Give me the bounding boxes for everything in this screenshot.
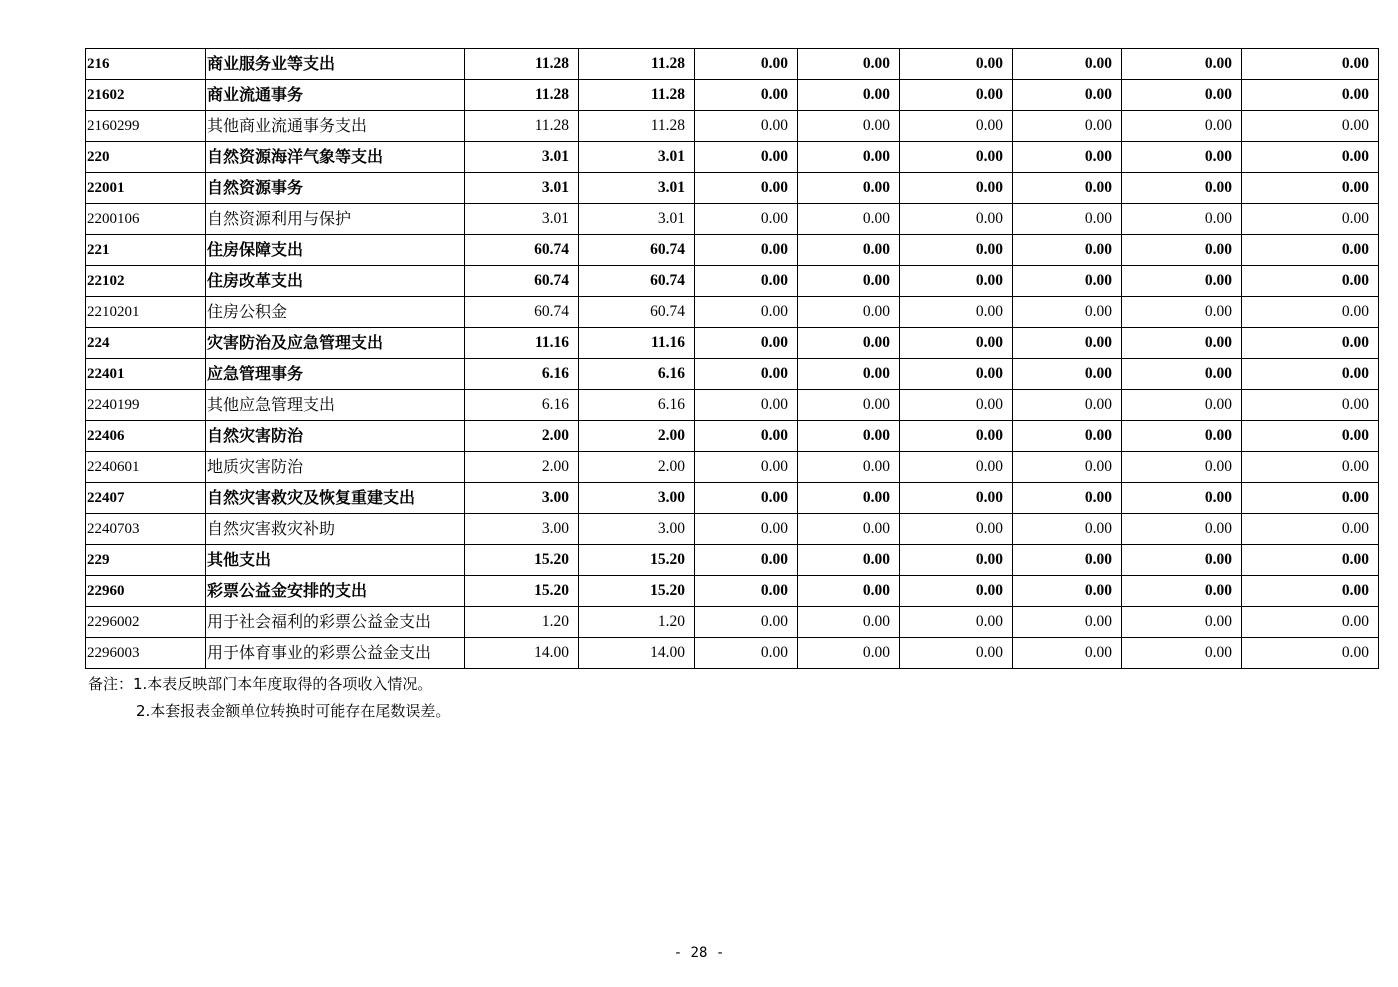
subject-name-cell: 灾害防治及应急管理支出 — [206, 328, 465, 359]
subject-code-cell: 22102 — [86, 266, 206, 297]
table-row — [86, 359, 1379, 390]
amount-cell: 0.00 — [695, 235, 798, 266]
subject-code-cell: 2296003 — [86, 638, 206, 669]
subject-name-cell: 应急管理事务 — [206, 359, 465, 390]
amount-cell: 0.00 — [1242, 49, 1379, 80]
subject-code-cell: 2240703 — [86, 514, 206, 545]
amount-cell: 3.01 — [579, 173, 695, 204]
amount-cell: 0.00 — [1013, 142, 1122, 173]
amount-cell: 0.00 — [1242, 142, 1379, 173]
amount-cell: 0.00 — [1242, 111, 1379, 142]
subject-name-cell: 自然资源事务 — [206, 173, 465, 204]
amount-cell: 2.00 — [579, 421, 695, 452]
subject-code-cell: 221 — [86, 235, 206, 266]
amount-cell: 0.00 — [1242, 421, 1379, 452]
amount-cell: 15.20 — [579, 576, 695, 607]
amount-cell: 0.00 — [1242, 607, 1379, 638]
subject-name-cell: 用于体育事业的彩票公益金支出 — [206, 638, 465, 669]
amount-cell: 0.00 — [695, 452, 798, 483]
table-row — [86, 204, 1379, 235]
table-row — [86, 576, 1379, 607]
amount-cell: 0.00 — [695, 328, 798, 359]
amount-cell: 0.00 — [1013, 607, 1122, 638]
amount-cell: 0.00 — [1242, 359, 1379, 390]
table-row — [86, 390, 1379, 421]
amount-cell: 0.00 — [1122, 359, 1242, 390]
amount-cell: 0.00 — [1242, 514, 1379, 545]
amount-cell: 0.00 — [1242, 80, 1379, 111]
subject-code-cell: 2160299 — [86, 111, 206, 142]
amount-cell: 15.20 — [465, 576, 579, 607]
amount-cell: 2.00 — [465, 421, 579, 452]
amount-cell: 0.00 — [798, 483, 900, 514]
amount-cell: 0.00 — [798, 328, 900, 359]
amount-cell: 0.00 — [1242, 328, 1379, 359]
amount-cell: 0.00 — [1013, 483, 1122, 514]
amount-cell: 0.00 — [900, 173, 1013, 204]
amount-cell: 3.00 — [465, 514, 579, 545]
amount-cell: 0.00 — [1013, 390, 1122, 421]
amount-cell: 0.00 — [1013, 204, 1122, 235]
amount-cell: 0.00 — [1122, 328, 1242, 359]
amount-cell: 60.74 — [579, 235, 695, 266]
amount-cell: 0.00 — [695, 80, 798, 111]
amount-cell: 0.00 — [1013, 514, 1122, 545]
amount-cell: 6.16 — [579, 390, 695, 421]
amount-cell: 0.00 — [695, 297, 798, 328]
subject-name-cell: 其他支出 — [206, 545, 465, 576]
amount-cell: 0.00 — [798, 297, 900, 328]
subject-name-cell: 其他应急管理支出 — [206, 390, 465, 421]
amount-cell: 6.16 — [579, 359, 695, 390]
amount-cell: 3.01 — [579, 204, 695, 235]
subject-name-cell: 自然资源海洋气象等支出 — [206, 142, 465, 173]
amount-cell: 15.20 — [465, 545, 579, 576]
amount-cell: 60.74 — [579, 297, 695, 328]
table-row — [86, 483, 1379, 514]
amount-cell: 0.00 — [1122, 545, 1242, 576]
amount-cell: 0.00 — [900, 452, 1013, 483]
amount-cell: 0.00 — [1013, 638, 1122, 669]
amount-cell: 0.00 — [900, 80, 1013, 111]
amount-cell: 0.00 — [695, 576, 798, 607]
subject-name-cell: 自然资源利用与保护 — [206, 204, 465, 235]
amount-cell: 0.00 — [1013, 49, 1122, 80]
subject-code-cell: 21602 — [86, 80, 206, 111]
amount-cell: 0.00 — [1242, 297, 1379, 328]
amount-cell: 0.00 — [1013, 421, 1122, 452]
amount-cell: 0.00 — [798, 80, 900, 111]
amount-cell: 0.00 — [900, 204, 1013, 235]
amount-cell: 0.00 — [900, 638, 1013, 669]
amount-cell: 3.01 — [465, 173, 579, 204]
amount-cell: 3.01 — [465, 204, 579, 235]
amount-cell: 60.74 — [465, 297, 579, 328]
amount-cell: 0.00 — [695, 111, 798, 142]
amount-cell: 0.00 — [695, 638, 798, 669]
amount-cell: 0.00 — [900, 266, 1013, 297]
amount-cell: 0.00 — [695, 483, 798, 514]
subject-code-cell: 229 — [86, 545, 206, 576]
amount-cell: 0.00 — [1122, 452, 1242, 483]
amount-cell: 0.00 — [1242, 235, 1379, 266]
amount-cell: 0.00 — [695, 390, 798, 421]
amount-cell: 0.00 — [900, 545, 1013, 576]
amount-cell: 11.28 — [465, 111, 579, 142]
notes — [88, 671, 450, 725]
amount-cell: 2.00 — [579, 452, 695, 483]
amount-cell: 0.00 — [1122, 483, 1242, 514]
amount-cell: 0.00 — [1242, 266, 1379, 297]
amount-cell: 11.28 — [579, 49, 695, 80]
subject-code-cell: 2200106 — [86, 204, 206, 235]
amount-cell: 0.00 — [1122, 421, 1242, 452]
amount-cell: 11.28 — [465, 80, 579, 111]
table-row — [86, 235, 1379, 266]
amount-cell: 0.00 — [1122, 390, 1242, 421]
table-row — [86, 421, 1379, 452]
amount-cell: 0.00 — [798, 390, 900, 421]
amount-cell: 11.28 — [579, 80, 695, 111]
subject-code-cell: 22406 — [86, 421, 206, 452]
amount-cell: 0.00 — [1013, 359, 1122, 390]
amount-cell: 0.00 — [1122, 638, 1242, 669]
amount-cell: 11.28 — [579, 111, 695, 142]
table-body — [86, 49, 1379, 669]
amount-cell: 0.00 — [1242, 390, 1379, 421]
amount-cell: 0.00 — [798, 607, 900, 638]
amount-cell: 0.00 — [1242, 483, 1379, 514]
amount-cell: 0.00 — [695, 359, 798, 390]
amount-cell: 0.00 — [798, 452, 900, 483]
amount-cell: 11.28 — [465, 49, 579, 80]
table-row — [86, 266, 1379, 297]
note-line-2: 2.本套报表金额单位转换时可能存在尾数误差。 — [136, 702, 451, 720]
amount-cell: 60.74 — [465, 266, 579, 297]
table-row — [86, 111, 1379, 142]
amount-cell: 11.16 — [579, 328, 695, 359]
amount-cell: 0.00 — [1013, 452, 1122, 483]
amount-cell: 0.00 — [1242, 576, 1379, 607]
table-row — [86, 607, 1379, 638]
table-row — [86, 328, 1379, 359]
table-row — [86, 514, 1379, 545]
subject-name-cell: 用于社会福利的彩票公益金支出 — [206, 607, 465, 638]
amount-cell: 0.00 — [695, 142, 798, 173]
amount-cell: 3.00 — [579, 514, 695, 545]
amount-cell: 0.00 — [900, 297, 1013, 328]
subject-code-cell: 22407 — [86, 483, 206, 514]
subject-code-cell: 22401 — [86, 359, 206, 390]
subject-code-cell: 22960 — [86, 576, 206, 607]
amount-cell: 3.00 — [579, 483, 695, 514]
amount-cell: 0.00 — [798, 49, 900, 80]
amount-cell: 0.00 — [900, 328, 1013, 359]
amount-cell: 2.00 — [465, 452, 579, 483]
subject-name-cell: 彩票公益金安排的支出 — [206, 576, 465, 607]
subject-name-cell: 地质灾害防治 — [206, 452, 465, 483]
amount-cell: 0.00 — [695, 545, 798, 576]
amount-cell: 0.00 — [695, 204, 798, 235]
amount-cell: 0.00 — [900, 483, 1013, 514]
amount-cell: 0.00 — [1122, 514, 1242, 545]
amount-cell: 14.00 — [465, 638, 579, 669]
subject-name-cell: 商业流通事务 — [206, 80, 465, 111]
table-row — [86, 49, 1379, 80]
amount-cell: 0.00 — [695, 266, 798, 297]
table-row — [86, 80, 1379, 111]
amount-cell: 0.00 — [900, 607, 1013, 638]
table-row — [86, 545, 1379, 576]
amount-cell: 1.20 — [465, 607, 579, 638]
table-row — [86, 638, 1379, 669]
amount-cell: 3.01 — [465, 142, 579, 173]
amount-cell: 0.00 — [1122, 49, 1242, 80]
amount-cell: 0.00 — [798, 514, 900, 545]
amount-cell: 0.00 — [1122, 173, 1242, 204]
amount-cell: 6.16 — [465, 390, 579, 421]
amount-cell: 0.00 — [1013, 80, 1122, 111]
amount-cell: 0.00 — [900, 421, 1013, 452]
amount-cell: 0.00 — [1122, 80, 1242, 111]
subject-name-cell: 自然灾害救灾及恢复重建支出 — [206, 483, 465, 514]
subject-code-cell: 2296002 — [86, 607, 206, 638]
amount-cell: 0.00 — [798, 638, 900, 669]
subject-code-cell: 220 — [86, 142, 206, 173]
table-row — [86, 142, 1379, 173]
amount-cell: 0.00 — [798, 576, 900, 607]
amount-cell: 1.20 — [579, 607, 695, 638]
amount-cell: 60.74 — [579, 266, 695, 297]
amount-cell: 11.16 — [465, 328, 579, 359]
amount-cell: 0.00 — [900, 390, 1013, 421]
amount-cell: 0.00 — [900, 49, 1013, 80]
amount-cell: 0.00 — [695, 49, 798, 80]
amount-cell: 0.00 — [695, 421, 798, 452]
subject-name-cell: 住房公积金 — [206, 297, 465, 328]
amount-cell: 0.00 — [1242, 173, 1379, 204]
subject-code-cell: 224 — [86, 328, 206, 359]
table-row — [86, 297, 1379, 328]
amount-cell: 0.00 — [1242, 204, 1379, 235]
amount-cell: 3.00 — [465, 483, 579, 514]
subject-name-cell: 住房改革支出 — [206, 266, 465, 297]
subject-name-cell: 其他商业流通事务支出 — [206, 111, 465, 142]
amount-cell: 0.00 — [1013, 297, 1122, 328]
amount-cell: 15.20 — [579, 545, 695, 576]
amount-cell: 0.00 — [900, 111, 1013, 142]
note-line-1: 备注：1.本表反映部门本年度取得的各项收入情况。 — [88, 675, 433, 693]
amount-cell: 0.00 — [900, 576, 1013, 607]
amount-cell: 0.00 — [1122, 297, 1242, 328]
amount-cell: 14.00 — [579, 638, 695, 669]
amount-cell: 6.16 — [465, 359, 579, 390]
amount-cell: 0.00 — [1122, 607, 1242, 638]
amount-cell: 0.00 — [900, 235, 1013, 266]
subject-code-cell: 2240601 — [86, 452, 206, 483]
subject-name-cell: 自然灾害防治 — [206, 421, 465, 452]
amount-cell: 0.00 — [1122, 111, 1242, 142]
amount-cell: 0.00 — [798, 235, 900, 266]
amount-cell: 0.00 — [798, 204, 900, 235]
amount-cell: 0.00 — [1122, 142, 1242, 173]
subject-code-cell: 22001 — [86, 173, 206, 204]
amount-cell: 0.00 — [798, 142, 900, 173]
amount-cell: 0.00 — [798, 545, 900, 576]
amount-cell: 60.74 — [465, 235, 579, 266]
table-row — [86, 452, 1379, 483]
amount-cell: 0.00 — [1242, 452, 1379, 483]
amount-cell: 0.00 — [695, 607, 798, 638]
subject-code-cell: 2210201 — [86, 297, 206, 328]
amount-cell: 0.00 — [1122, 576, 1242, 607]
subject-name-cell: 住房保障支出 — [206, 235, 465, 266]
amount-cell: 0.00 — [1013, 173, 1122, 204]
amount-cell: 0.00 — [900, 359, 1013, 390]
amount-cell: 0.00 — [1013, 266, 1122, 297]
amount-cell: 0.00 — [1242, 638, 1379, 669]
amount-cell: 0.00 — [798, 173, 900, 204]
amount-cell: 3.01 — [579, 142, 695, 173]
table-row — [86, 173, 1379, 204]
amount-cell: 0.00 — [1013, 328, 1122, 359]
budget-table — [85, 48, 1379, 669]
amount-cell: 0.00 — [1122, 235, 1242, 266]
amount-cell: 0.00 — [1242, 545, 1379, 576]
subject-name-cell: 商业服务业等支出 — [206, 49, 465, 80]
amount-cell: 0.00 — [798, 421, 900, 452]
amount-cell: 0.00 — [1013, 235, 1122, 266]
amount-cell: 0.00 — [798, 111, 900, 142]
amount-cell: 0.00 — [695, 173, 798, 204]
amount-cell: 0.00 — [1013, 111, 1122, 142]
amount-cell: 0.00 — [695, 514, 798, 545]
amount-cell: 0.00 — [1122, 266, 1242, 297]
amount-cell: 0.00 — [798, 359, 900, 390]
amount-cell: 0.00 — [1013, 576, 1122, 607]
amount-cell: 0.00 — [798, 266, 900, 297]
amount-cell: 0.00 — [900, 514, 1013, 545]
subject-code-cell: 216 — [86, 49, 206, 80]
amount-cell: 0.00 — [900, 142, 1013, 173]
page-number: - 28 - — [673, 945, 725, 961]
subject-code-cell: 2240199 — [86, 390, 206, 421]
subject-name-cell: 自然灾害救灾补助 — [206, 514, 465, 545]
amount-cell: 0.00 — [1122, 204, 1242, 235]
amount-cell: 0.00 — [1013, 545, 1122, 576]
